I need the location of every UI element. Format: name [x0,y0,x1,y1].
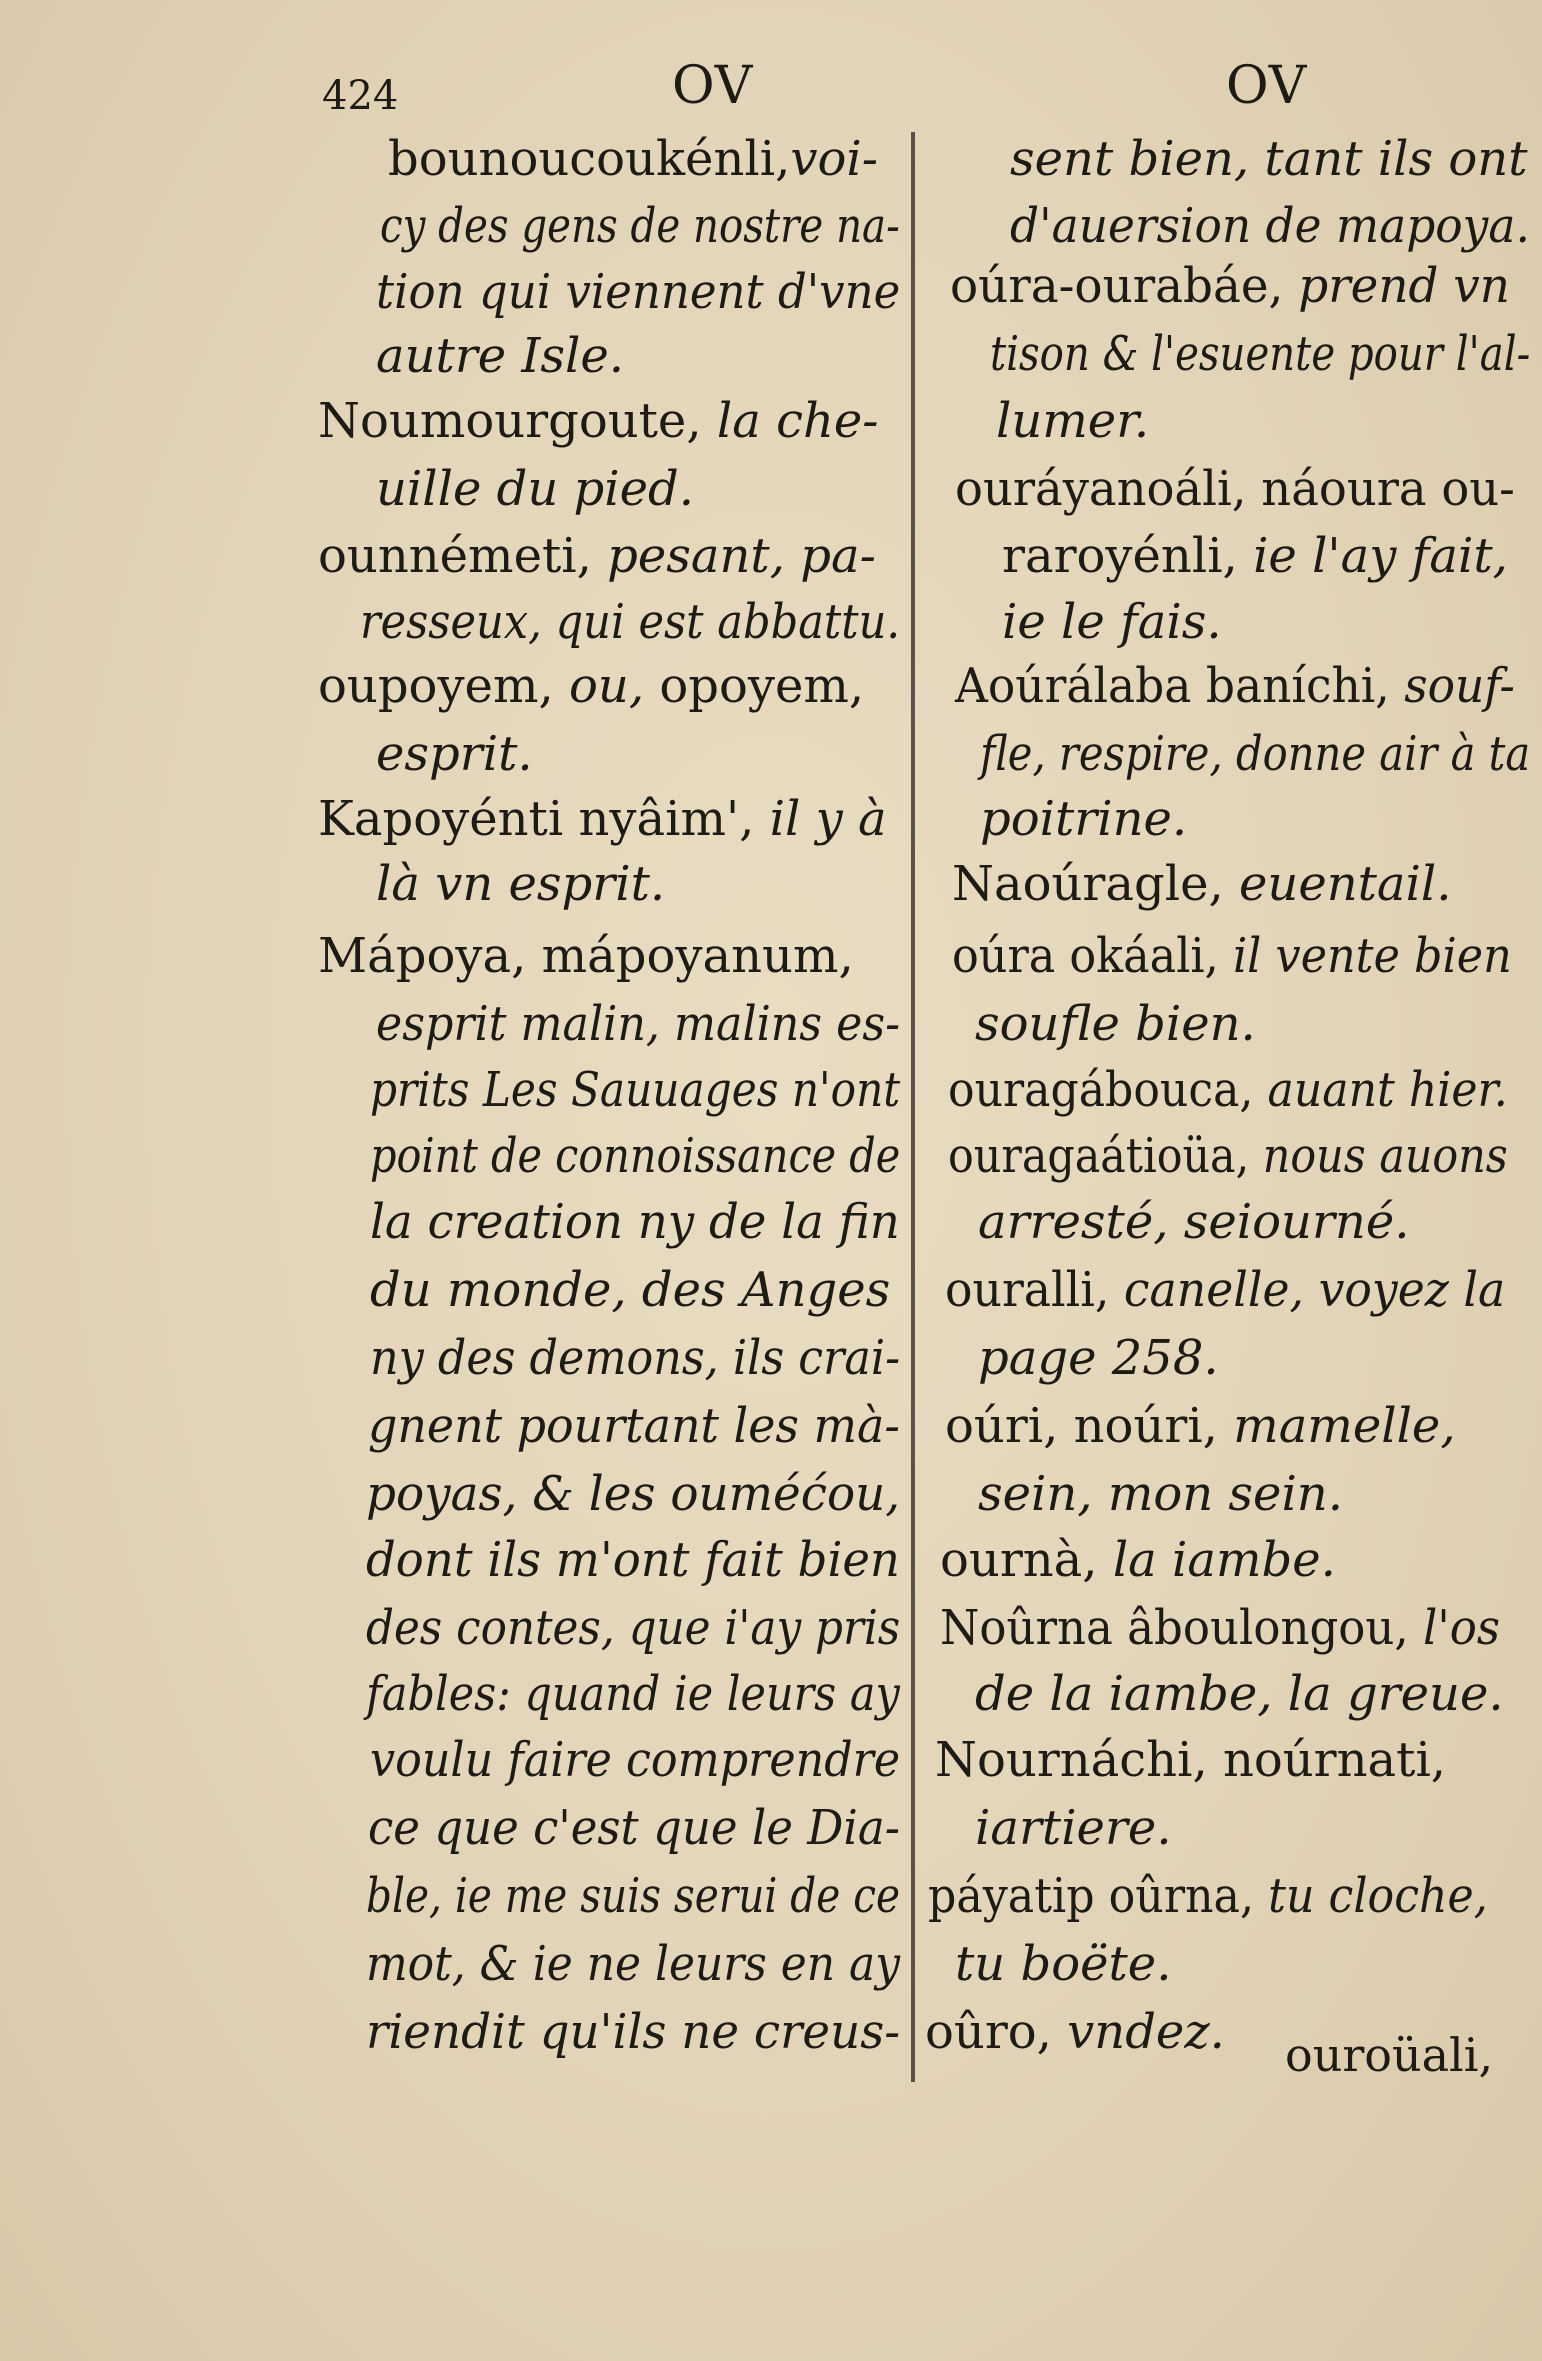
text-line [1002,594,1222,650]
definition: canelle, voyez la [1123,1262,1506,1318]
text-line [935,1732,1447,1788]
headword: Aoúrálaba baníchi, [955,658,1405,714]
text-line [996,393,1150,449]
definition: resseux, qui est abbattu. [360,594,901,650]
definition: pesant, pa- [607,528,876,584]
definition: arresté, seiourné. [978,1194,1410,1250]
definition: soufle bien. [975,996,1256,1052]
definition: sent bien, tant ils ont [1010,131,1528,187]
definition: de la iambe, la greue. [975,1666,1504,1722]
column-rule [911,132,915,2082]
text-line [370,1330,901,1386]
headword: oúra okáali, [952,928,1233,984]
definition: ce que c'est que le Dia- [368,1800,900,1856]
text-line [366,1466,901,1522]
definition: mamelle, [1233,1398,1456,1454]
text-line [978,1330,1219,1386]
headword: raroyénli, [1002,528,1254,584]
definition: ble, ie me suis serui de ce [366,1868,900,1924]
headword: Noûrna âboulongou, [940,1600,1423,1656]
text-line [366,1532,900,1588]
text-line [940,1532,1336,1588]
definition: cy des gens de nostre na- [380,198,900,254]
definition: l'os [1422,1600,1500,1656]
text-line [955,1936,1172,1992]
definition: fables: quand ie leurs ay [366,1666,900,1722]
headword: Kapoyénti nyâim', [318,791,770,847]
text-line [360,594,901,650]
headword: ournà, [940,1532,1113,1588]
definition: esprit malin, malins es- [376,996,901,1052]
text-line [370,1732,901,1788]
headword: ounnémeti, [318,528,608,584]
headword: oûro, [925,2004,1068,2060]
definition: poitrine. [980,791,1188,847]
text-line [368,1800,900,1856]
definition: esprit. [376,726,533,782]
text-line [925,2004,1225,2060]
definition: poyas, & les ouméćou, [366,1466,901,1522]
definition: gnent pourtant les mà- [368,1398,900,1454]
text-line [928,1868,1488,1924]
text-line [318,393,879,449]
definition: la creation ny de la fin [370,1194,900,1250]
headword: bounoucoukénli, [388,131,791,187]
text-line [318,928,854,984]
text-line [318,791,887,847]
text-line [955,461,1515,517]
text-line [368,1398,900,1454]
definition: sein, mon sein. [978,1466,1343,1522]
text-line [952,928,1512,984]
headword: ouralli, [945,1262,1124,1318]
definition: d'auersion de mapoya. [1010,198,1530,254]
headword: oupoyem, [318,658,569,714]
definition: dont ils m'ont fait bien [366,1532,900,1588]
text-line [975,1800,1172,1856]
text-line [940,1600,1500,1656]
text-line [376,461,694,517]
definition: riendit qu'ils ne creus- [366,2004,900,2060]
definition: voulu faire comprendre [370,1732,901,1788]
text-line [376,264,901,320]
running-head-left: OV [672,56,754,116]
headword: Mápoya, mápoyanum, [318,928,854,984]
definition: tison & l'esuente pour l'al- [990,326,1531,382]
text-line [318,528,876,584]
definition: du monde, des Anges [370,1262,891,1318]
definition: euentail. [1239,856,1452,912]
definition: la iambe. [1112,1532,1336,1588]
text-line [990,326,1531,382]
headword: ouragábouca, [948,1062,1268,1118]
text-line [376,996,901,1052]
text-line [376,328,625,384]
definition: souf- [1404,658,1515,714]
text-line [980,791,1188,847]
headword: Nournáchi, noúrnati, [935,1732,1447,1788]
definition: mot, & ie ne leurs en ay [366,1936,901,1992]
definition: là vn esprit. [376,856,666,912]
running-head-right: OV [1226,56,1308,116]
headword: ouragaátioüa, [948,1128,1263,1184]
text-line [380,198,900,254]
text-line [950,258,1510,314]
headword: páyatip oûrna, [928,1868,1269,1924]
definition: ie l'ay fait, [1253,528,1508,584]
text-line [948,1062,1508,1118]
definition: voi- [790,131,878,187]
text-line [955,658,1515,714]
definition: prits Les Sauuages n'ont [370,1062,901,1118]
definition: lumer. [996,393,1150,449]
text-line [978,1194,1410,1250]
text-line [1010,198,1530,254]
definition: vndez. [1067,2004,1225,2060]
text-line [318,658,865,714]
definition: tu boëte. [955,1936,1172,1992]
text-line [366,1868,900,1924]
text-line [975,996,1256,1052]
page-number: 424 [322,73,399,119]
text-line [376,726,533,782]
headword: opoyem, [659,658,865,714]
definition: page 258. [978,1330,1219,1386]
definition: autre Isle. [376,328,625,384]
text-line [952,856,1452,912]
definition: point de connoissance de [370,1128,901,1184]
text-line [366,1666,900,1722]
definition: il vente bien [1232,928,1512,984]
text-line [370,1062,901,1118]
text-line [948,1128,1508,1184]
definition: il y à [769,791,887,847]
headword: ouráyanoáli, náoura ou- [955,461,1515,517]
definition: tu cloche, [1268,1868,1488,1924]
definition: fle, respire, donne air à ta [980,726,1531,782]
definition: uille du pied. [376,461,694,517]
text-line [366,1600,901,1656]
text-line [1002,528,1508,584]
catchword: ouroüali, [1285,2028,1494,2082]
definition: iartiere. [975,1800,1172,1856]
headword: oúri, noúri, [945,1398,1234,1454]
definition: auant hier. [1267,1062,1508,1118]
text-line [388,131,878,187]
definition: ou, [569,658,660,714]
headword: Noumourgoute, [318,393,717,449]
definition: des contes, que i'ay pris [366,1600,901,1656]
definition: ny des demons, ils crai- [370,1330,901,1386]
definition: nous auons [1262,1128,1508,1184]
text-line [1010,131,1528,187]
text-line [366,2004,900,2060]
text-line [945,1398,1456,1454]
text-line [945,1262,1506,1318]
text-line [376,856,666,912]
definition: tion qui viennent d'vne [376,264,901,320]
definition: la che- [716,393,879,449]
text-line [366,1936,901,1992]
text-line [370,1194,900,1250]
text-line [975,1666,1504,1722]
headword: oúra-ourabáe, [950,258,1299,314]
definition: prend vn [1298,258,1510,314]
text-line [980,726,1531,782]
definition: ie le fais. [1002,594,1222,650]
text-line [978,1466,1343,1522]
text-line [370,1262,891,1318]
headword: Naoúragle, [952,856,1239,912]
text-line [370,1128,901,1184]
